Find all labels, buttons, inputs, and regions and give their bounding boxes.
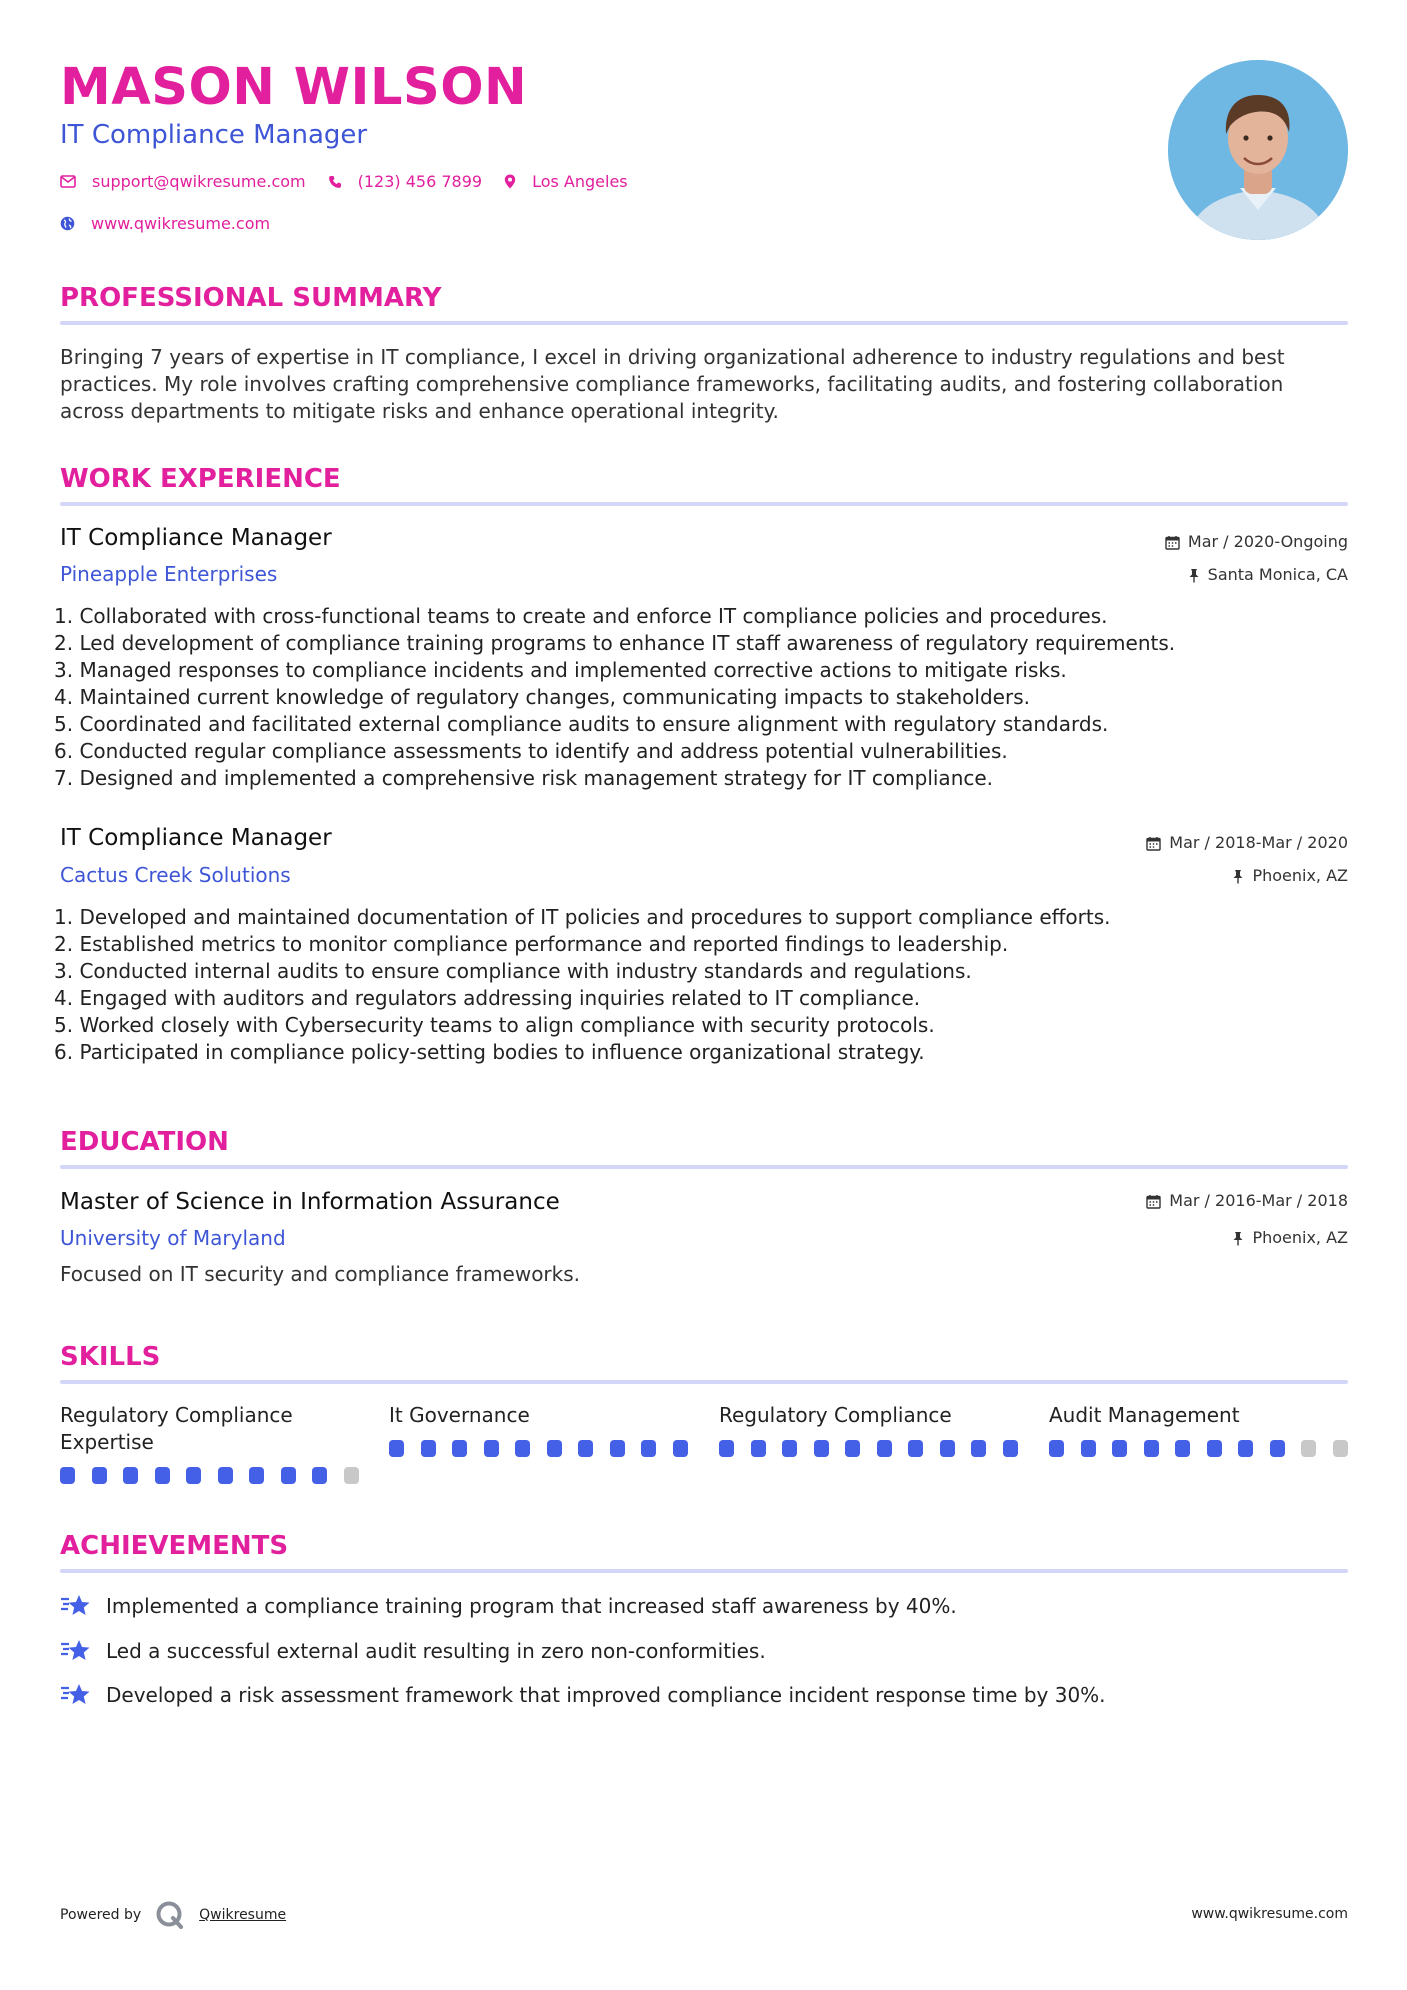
job-title: IT Compliance Manager (60, 825, 332, 851)
rating-dot-filled (751, 1440, 766, 1457)
education-heading: EDUCATION (60, 1127, 229, 1157)
star-badge-icon (60, 1593, 92, 1619)
achievement-text: Implemented a compliance training program that increased staff awareness by 40%. (106, 1594, 957, 1618)
candidate-role: IT Compliance Manager (60, 120, 368, 150)
job-location-text: Phoenix, AZ (1252, 866, 1348, 885)
star-badge-icon (60, 1682, 92, 1708)
list-item: 3. Managed responses to compliance incidents and implemented corrective actions to mitigate risks. (54, 658, 1067, 682)
rating-dot-filled (186, 1467, 201, 1484)
rating-dot-filled (123, 1467, 138, 1484)
job-location-text: Santa Monica, CA (1207, 565, 1348, 584)
skill-rating (389, 1440, 704, 1457)
job-company: Cactus Creek Solutions (60, 863, 291, 887)
rating-dot-filled (1112, 1440, 1127, 1457)
skill-name: Regulatory Compliance (719, 1403, 952, 1427)
rating-dot-filled (610, 1440, 625, 1457)
rating-dot-filled (484, 1440, 499, 1457)
profile-photo (1168, 60, 1348, 240)
job-company: Pineapple Enterprises (60, 562, 278, 586)
rating-dot-filled (1003, 1440, 1018, 1457)
rating-dot-filled (1207, 1440, 1222, 1457)
list-item: 3. Conducted internal audits to ensure compliance with industry standards and regulations. (54, 959, 972, 983)
rating-dot-filled (1081, 1440, 1096, 1457)
job-bullets (54, 904, 1344, 1066)
section-divider (60, 1165, 1348, 1169)
skill-name: Regulatory Compliance Expertise (60, 1403, 293, 1454)
footer-branding (60, 1900, 286, 1930)
contact-email[interactable] (60, 172, 306, 191)
rating-dot-filled (1270, 1440, 1285, 1457)
section-divider (60, 1569, 1348, 1573)
contact-location (504, 172, 628, 191)
rating-dot-filled (92, 1467, 107, 1484)
rating-dot-filled (845, 1440, 860, 1457)
achievements-heading: ACHIEVEMENTS (60, 1531, 289, 1561)
skills-heading: SKILLS (60, 1342, 161, 1372)
achievement-item (60, 1592, 957, 1620)
education-location-text: Phoenix, AZ (1252, 1228, 1348, 1247)
rating-dot-filled (389, 1440, 404, 1457)
website-text: www.qwikresume.com (91, 214, 271, 233)
rating-dot-filled (719, 1440, 734, 1457)
list-item: 5. Coordinated and facilitated external compliance audits to ensure alignment with regulatory standards. (54, 712, 1109, 736)
list-item: 6. Participated in compliance policy-setting bodies to influence organizational strategy. (54, 1040, 925, 1064)
rating-dot-filled (547, 1440, 562, 1457)
skill-name: It Governance (389, 1403, 530, 1427)
rating-dot-filled (281, 1467, 296, 1484)
rating-dot-filled (814, 1440, 829, 1457)
rating-dot-filled (782, 1440, 797, 1457)
rating-dot-filled (60, 1467, 75, 1484)
globe-icon (60, 216, 75, 231)
pushpin-icon (1188, 568, 1200, 583)
candidate-name: MASON WILSON (60, 58, 528, 117)
website-row (60, 214, 292, 233)
list-item: 1. Collaborated with cross-functional teams to create and enforce IT compliance policies and procedures. (54, 604, 1108, 628)
skill-rating (60, 1467, 375, 1484)
education-dates (1146, 1190, 1348, 1212)
list-item: 4. Engaged with auditors and regulators addressing inquiries related to IT compliance. (54, 986, 921, 1010)
rating-dot-filled (877, 1440, 892, 1457)
degree-title: Master of Science in Information Assurance (60, 1189, 560, 1215)
achievement-item (60, 1681, 1106, 1709)
section-divider (60, 502, 1348, 506)
education-dates-text: Mar / 2016-Mar / 2018 (1169, 1191, 1348, 1210)
experience-heading: WORK EXPERIENCE (60, 464, 341, 494)
summary-text: Bringing 7 years of expertise in IT compliance, I excel in driving organizational adherence to industry regulations and best practices. My role involves crafting comprehensive compliance frameworks, facilitating audits, and fostering collaboration across departments to mitigate risks and enhance operational integrity. (60, 345, 1285, 423)
list-item: 1. Developed and maintained documentation of IT policies and procedures to support compliance efforts. (54, 905, 1111, 929)
rating-dot-filled (218, 1467, 233, 1484)
avatar (1168, 60, 1348, 240)
list-item: 4. Maintained current knowledge of regulatory changes, communicating impacts to stakeholders. (54, 685, 1030, 709)
job-dates-text: Mar / 2018-Mar / 2020 (1169, 833, 1348, 852)
skill-rating (1049, 1440, 1364, 1457)
education-description: Focused on IT security and compliance frameworks. (60, 1262, 581, 1286)
rating-dot-empty (1333, 1440, 1348, 1457)
rating-dot-filled (249, 1467, 264, 1484)
job-location (1232, 865, 1348, 887)
calendar-icon (1146, 836, 1161, 851)
rating-dot-filled (971, 1440, 986, 1457)
achievement-text: Developed a risk assessment framework that improved compliance incident response time by 30%. (106, 1683, 1106, 1707)
calendar-icon (1165, 535, 1180, 550)
contact-row (60, 172, 650, 191)
phone-icon (328, 175, 342, 189)
list-item: 5. Worked closely with Cybersecurity teams to align compliance with security protocols. (54, 1013, 935, 1037)
skill-name: Audit Management (1049, 1403, 1240, 1427)
email-text: support@qwikresume.com (92, 172, 306, 191)
section-divider (60, 1380, 1348, 1384)
qwikresume-logo-icon (155, 1900, 185, 1930)
star-badge-icon (60, 1638, 92, 1664)
summary-heading: PROFESSIONAL SUMMARY (60, 283, 442, 313)
location-text: Los Angeles (532, 172, 628, 191)
section-divider (60, 321, 1348, 325)
education-location (1232, 1227, 1348, 1249)
job-title: IT Compliance Manager (60, 525, 332, 551)
brand-link[interactable]: Qwikresume (199, 1907, 287, 1923)
job-dates (1146, 832, 1348, 854)
skill-rating (719, 1440, 1034, 1457)
contact-website[interactable] (60, 214, 270, 233)
calendar-icon (1146, 1194, 1161, 1209)
job-dates (1165, 531, 1348, 553)
map-pin-icon (504, 174, 516, 189)
job-dates-text: Mar / 2020-Ongoing (1187, 532, 1348, 551)
rating-dot-empty (344, 1467, 359, 1484)
envelope-icon (60, 175, 76, 188)
rating-dot-filled (673, 1440, 688, 1457)
rating-dot-empty (1301, 1440, 1316, 1457)
rating-dot-filled (155, 1467, 170, 1484)
list-item: 7. Designed and implemented a comprehensive risk management strategy for IT compliance. (54, 766, 994, 790)
list-item: 2. Established metrics to monitor compliance performance and reported findings to leadership. (54, 932, 1009, 956)
job-location (1188, 564, 1348, 586)
list-item: 2. Led development of compliance training programs to enhance IT staff awareness of regulatory requirements. (54, 631, 1176, 655)
footer-website[interactable]: www.qwikresume.com (1191, 1906, 1348, 1922)
school-name: University of Maryland (60, 1226, 286, 1250)
powered-by-label: Powered by (60, 1907, 142, 1923)
rating-dot-filled (1144, 1440, 1159, 1457)
contact-phone[interactable] (328, 172, 482, 191)
rating-dot-filled (578, 1440, 593, 1457)
rating-dot-filled (641, 1440, 656, 1457)
list-item: 6. Conducted regular compliance assessments to identify and address potential vulnerabilities. (54, 739, 1008, 763)
rating-dot-filled (1238, 1440, 1253, 1457)
phone-text: (123) 456 7899 (357, 172, 483, 191)
rating-dot-filled (515, 1440, 530, 1457)
rating-dot-filled (1175, 1440, 1190, 1457)
pushpin-icon (1232, 1231, 1244, 1246)
achievement-item (60, 1637, 766, 1665)
rating-dot-filled (452, 1440, 467, 1457)
rating-dot-filled (312, 1467, 327, 1484)
pushpin-icon (1232, 869, 1244, 884)
achievement-text: Led a successful external audit resulting in zero non-conformities. (106, 1639, 766, 1663)
job-bullets (54, 603, 1344, 792)
rating-dot-filled (908, 1440, 923, 1457)
rating-dot-filled (940, 1440, 955, 1457)
rating-dot-filled (1049, 1440, 1064, 1457)
rating-dot-filled (421, 1440, 436, 1457)
